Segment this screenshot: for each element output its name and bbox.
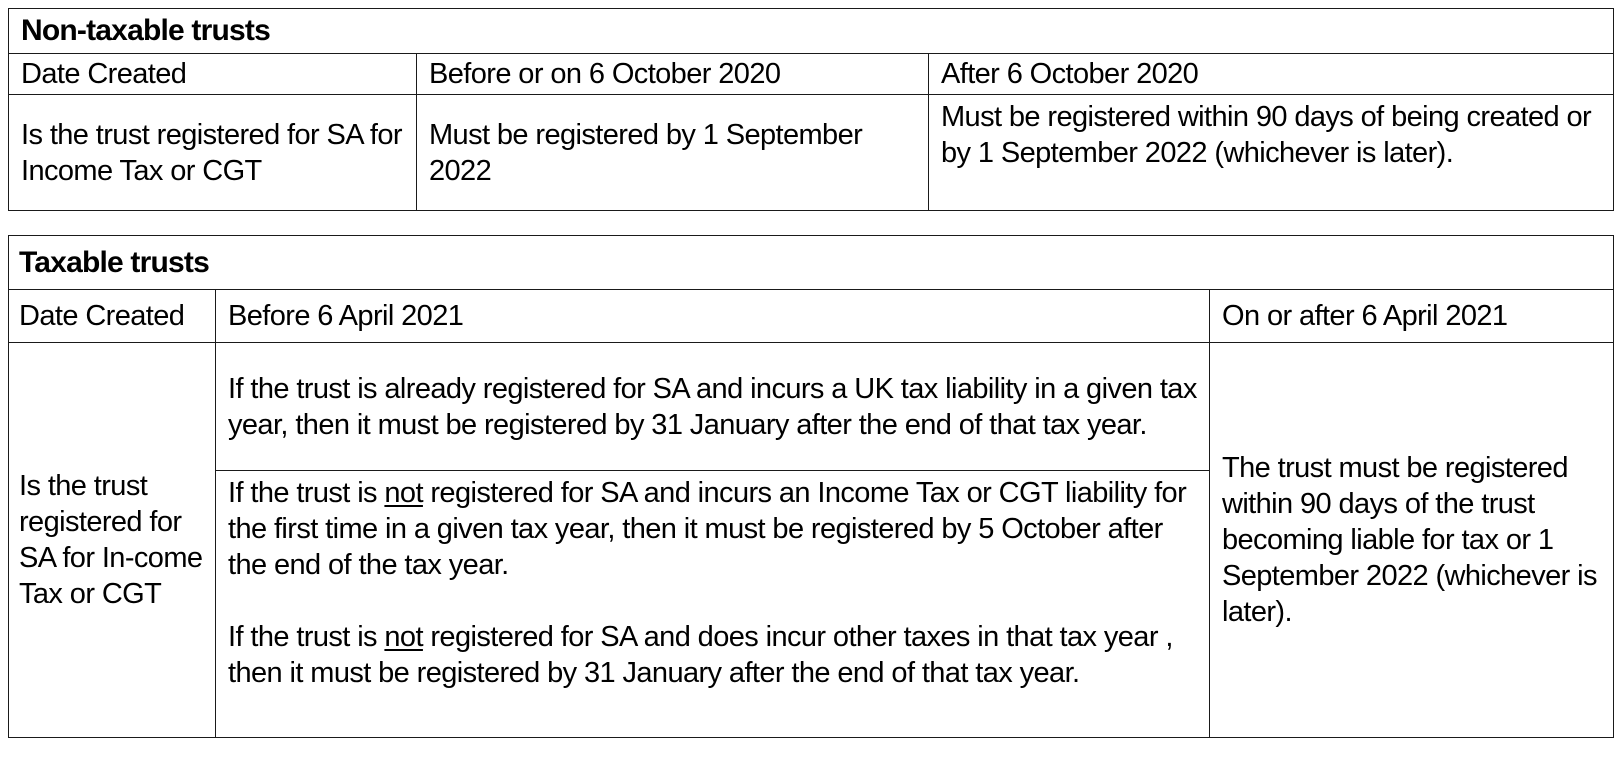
header-before: Before or on 6 October 2020 bbox=[417, 54, 929, 95]
non-taxable-trusts-table bbox=[8, 8, 1614, 211]
table-title: Taxable trusts bbox=[9, 236, 1614, 290]
cell-before-registered: If the trust is already registered for SA and incurs a UK tax liability in a given tax year, then it must be registered by 31 January after the end of that tax year. bbox=[216, 343, 1210, 471]
not-registered-paragraph-1: If the trust is not registered for SA and incurs an Income Tax or CGT liability for the first time in a given tax year, then it must be registered by 5 October after the end of the tax year. bbox=[228, 477, 1187, 581]
header-date-created: Date Created bbox=[9, 290, 216, 343]
emphasis-not: not bbox=[384, 477, 423, 509]
emphasis-not: not bbox=[384, 621, 423, 653]
cell-before-not-registered bbox=[216, 471, 1210, 738]
table-title: Non-taxable trusts bbox=[9, 9, 1614, 54]
paragraph-gap bbox=[228, 583, 1199, 619]
cell-after: Must be registered within 90 days of being created or by 1 September 2022 (whichever is later). bbox=[929, 95, 1614, 211]
header-date-created: Date Created bbox=[9, 54, 417, 95]
cell-after: The trust must be registered within 90 days of the trust becoming liable for tax or 1 September 2022 (whichever is later). bbox=[1210, 343, 1614, 738]
taxable-trusts-table bbox=[8, 235, 1614, 738]
header-after: After 6 October 2020 bbox=[929, 54, 1614, 95]
header-after: On or after 6 April 2021 bbox=[1210, 290, 1614, 343]
not-registered-paragraph-2: If the trust is not registered for SA and does incur other taxes in that tax year , then it must be registered by 31 January after the end of that tax year. bbox=[228, 621, 1173, 689]
row-label: Is the trust registered for SA for In-come Tax or CGT bbox=[9, 343, 216, 738]
row-label: Is the trust registered for SA for Income Tax or CGT bbox=[9, 95, 417, 211]
cell-before: Must be registered by 1 September 2022 bbox=[417, 95, 929, 211]
header-before: Before 6 April 2021 bbox=[216, 290, 1210, 343]
